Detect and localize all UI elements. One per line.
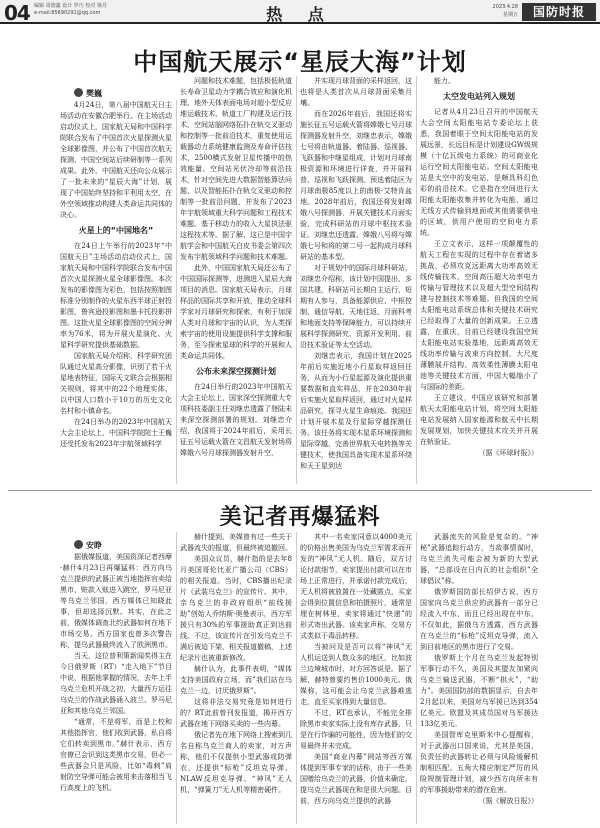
paragraph: 在24日上午举行的2023年“中国航天日”主场活动启动仪式上，国家航天局和中国科学院联合发布中国首次火星探测火星全球影像图。本次发布的影像图为彩色，包括按照制图标准分别制作的火星东西半球正射投影图，鲁宾逊投影图和墨卡托投影拼图。这批火星全球影像图的空间分辨率为76米，将为开展火星演化、火星科学研究提供基础数据。 (60, 242, 172, 349)
paragraph: 王立建议，中国应该研究和部署航天太阳能电站计划，将空间太阳能电站发展纳入国家能源和航天中长期发展规划，加快关键技术攻关并开展在轨验证。 (420, 394, 538, 446)
column-divider (296, 76, 297, 484)
paragraph: 而在2026年前后，我国还将实施长征五号运载火箭将嫦娥七号月球探测器发射升空，刘继忠表示，嫦娥七号将由轨道器、着陆器、巡视器、飞跃器和中继星组成，计划对月球南极资源和环境进行详查，并开展科普、巡视和飞跃探测。预选着陆区为月球南极85度以上的南极-艾特肯盆地。2028年前后，我国还将发射嫦娥八号探测器，开展关键技术月面实验，完成科研站的月球中枢技术验证。刘继忠还透露，嫦娥八号将与嫦娥七号和将的第二号一起构成月球科研站的基本型。 (300, 110, 412, 261)
article2-headline: 美记者再爆猛料 (219, 505, 381, 530)
paragraph: 俄罗斯国防部长绍伊古说，西方国家向乌克兰供应的武器有一部分已经流入中东，而且已经出现在中东，不仅如此，据俄乌方透露，西方武器在乌克兰的“标枪”反坦克导弹，流入到目前地区的黑市进行了交易。 (420, 588, 538, 651)
paragraph: 记者从4月23日召开的中国航天大会空间太阳能电站专委论坛上获悉，我国着眼于空间太阳能电站的发展远景，长远目标是计划建设GW级规模（十亿瓦级电力系统）的可商业化运行空间太阳能电站。空间太阳能电站是太空中的发电站，是颇具科幻色彩的前沿技术。它是指在空间进行太阳能太阳能收集并转化为电能，通过无线方式传输到地面或其他需要供电的区域，供用户使用的空间电力系统。 (420, 108, 538, 237)
article1-column-1 (60, 100, 172, 484)
article2-column-3 (300, 532, 412, 824)
paragraph: 这将非法交易究竟是如何进行的？RT此前曾刊发报道，揭开西方武器在地下网络买卖的一些内幕。 (180, 698, 292, 728)
paragraph: 并实现月球背面的采样返回，这也将是人类首次从月球背面采集月壤。 (300, 77, 412, 107)
editor-line: 编辑 周德鑫 设计 罗巧 校对 梁丹 (34, 3, 107, 9)
author-bullet-icon (74, 88, 83, 97)
paragraph: 4月24日，第八届中国航天日主场活动在安徽合肥举行。在主场活动启动仪式上，国家航天局和中国科学院联合发布了中国首次火星探测火星全球影像图，并公布了中国首次航天探测、中国空间站后续研制等一系列成果。此外，中国航天还向公众展示了一批未来的“星辰大海”计划，展现了中国始终坚持和平利用太空，在外空领域推动构建人类命运共同体的决心。 (60, 101, 172, 219)
paragraph: 当天，这位普利策新闻奖得主在今日俄罗斯（RT）“走入地下”节目中说，根据他掌握的情况，去年上半乌克兰危机开战之初，大量西方运往乌克兰的作战武器涌入波兰、罗马尼亚和其他乌克兰邻国。 (60, 652, 172, 715)
article1-column-4 (420, 76, 538, 484)
paragraph: 在24日举办的2023年中国航天大会主论坛上，中国科学院院士王巍还受托发布2023年宇航领域科学 (60, 418, 172, 448)
subheading: 公布未来深空探测计划 (196, 367, 276, 376)
article2-column-4 (420, 532, 538, 824)
column-divider (416, 532, 417, 824)
paragraph: 刘继忠表示，我国计划在2025年前后实施近地小行星取样返回任务，从而为小行星起源及演化提供重要数据和直实样品，并在2030年前后实施火星取样返回，通过对火星样品研究，探寻火星生命痕迹。我国还计划开展木星及行星际穿越探测任务。该任务将实现木星系环境探测和星际穿越，完善世界航天电转换等关键技术，使我国具备实现木星系环绕和天王星到达 (300, 352, 412, 470)
paragraph: “通常，不是将军，而是上校和其他指挥官，他们收到武器，私自将它们转卖到黑市。”赫什表示，西方官僚已会识到这类黑市交易，但必一些武器会只是风险，比如“毒刺”肩射防空导弹可能会被用来击落相当飞行高度上的飞机。 (60, 718, 172, 792)
paragraph: 问题和技术难题，包括极低轨道长寿命卫星动力学耦合效应和演化机理、地外天体表面电场对超小型反应堆运载技术、轨道工厂构建及运行技术、空间站脑网络拓扑在轨交叉驱动和控制等一批前沿技术，重复使用运载器动力系统健康监测及寿命评估技术，2500横式发射卫星传播中的热效能量、空间站光伏冷却等前沿技术，针对空间先进大数据智能算法问题，以及智能拓扑在轨交叉驱动和控制等一批前沿问题，并发布了2023年宇航领域重大科学问题和工程技术难题。基于移动力的收入大星执法驱这程技术等。据了解，这已是中国宇航学会和中国航天白皮书委会第四次发布宇航领域科学问题和技术难题。 (180, 77, 292, 261)
paragraph: 俄罗斯上个月在乌克兰发起特别军事行动不久，美国及其盟友加紧向乌克兰输送武器，不断“拱火”，“助力”。美国国防部的数据显示，自去年2月起以来，美国对乌军援已达到354亿美元。欧盟及其成员国对乌军援达133亿美元。 (420, 654, 538, 728)
column-divider (296, 532, 297, 824)
article1-headline: 中国航天展示“星辰大海”计划 (133, 48, 467, 76)
paragraph: 此外，中国国家航天局还公布了中国国际探测等，进测进入星辰大海项目的消息。国家航天局表示，月球样品的国际共享和开放，推动全球科学家对月球研究和探索，有利于加深人类对月球和宇宙的认识，为人类探索宇宙的使用设施提供科学支撑和服务，至今探索星球的科学的开展和人类命运共同体。 (180, 264, 292, 360)
paragraph: 赫什提到，美媒曾有过一些关于武器流失的报道，但最终被追撤回。 (180, 533, 292, 552)
article1-author-name: 樊巍 (86, 89, 102, 98)
article2-column-1 (60, 552, 172, 824)
paragraph: 赫什认为，此事件表明，“媒体支持美国政府立场，而”我们站在乌克兰一边，讨厌俄罗斯”。 (180, 665, 292, 695)
article1-column-2 (180, 76, 292, 484)
paper-logo: 国防时报 (522, 3, 596, 21)
editor-email: e-mail:85690291@qq.com (34, 10, 101, 16)
column-divider (176, 100, 177, 484)
date-text: 2023.4.28 (492, 4, 518, 10)
page-number: 04 (4, 1, 30, 25)
article2-author-name: 安睁 (86, 541, 102, 550)
paragraph: 当被问及是否可以将“神风”无人机运送到人数众多的地区，比如波兰边境城市时，对方回答说是。据了解，赫特曾要约售价1000美元。俄媒称，这可能会让乌克兰武器难逃走，直至买家得到大量信息。 (300, 643, 412, 706)
column-divider (416, 76, 417, 484)
article2-author (74, 540, 102, 551)
subheading: 火星上的“中国地名” (78, 226, 154, 235)
paragraph: 在24日举行的2023年中国航天大会主论坛上，国家深空探测重大专项科技委副主任刘继忠透露了登陆未来深空探测部署的规划。刘继忠介绍，我国将于2024年前后，采用长征五号运载火箭在文昌航天发射场将嫦娥六号月球探测器发射升空， (180, 383, 292, 457)
paragraph: 美国智库克里斯米中心提醒称，对于武器出口国来说，尤其是美国，负责任的武器转让必须与风险缓解机制相匹配。五角大楼应制定严厉的风险规制管理计划，减少西方向所未有的军事援助带来的潜在危害。 (420, 731, 538, 794)
article1-column-3 (300, 76, 412, 484)
paragraph: 王立文表示，这样一项颠覆性的航天工程在实现的过程中存在着诸多挑战，必须攻克远距离大功率高效无线传输技术，空间高压超大功率电力传输与管理技术以及超大型空间结构建与控制技术等难题。但我国的空间太阳能电站系统总体和关键技术研究已经取得了大量的创新成果。王立透露，在重庆，目前已经建设我国空间太阳能电站实验基地，远距离高效无线功率传输与波束方向控制、大尺度薄膜展开结构、高效柔性薄膜太阳电池等关键技术方面，中国大幅缩小了与国际的差距。 (420, 240, 538, 391)
author-bullet-icon (74, 540, 83, 549)
paragraph: 对于规划中的国际月球科研站，刘继忠介绍称，该计划中国提出，多国共建，科研站可长期自主运行，短期有人参与，具备能源供应、中枢控制、通信导航、天地往返、月面科考和地面支持等保障能力，可以持续开展科学探测研究、资源开发利用、前沿技术验证等太空活动。 (300, 264, 412, 349)
weekday-text: 星期五 (502, 12, 518, 18)
paragraph: 国家航天局介绍称，科学研究团队通过火星高分影像，识别了若干火星地表特征，国际天文联合会根据相关规则，将其中的22个地理实体，以中国人口数小于10万的历史文化名村和小镇命名。 (60, 352, 172, 415)
source-credit: （据《解放日报》） (478, 797, 538, 805)
paragraph: 其中一名卖家同意以4000美元的价格出售美国为乌克兰军需求而开发的“神风”无人机。随后，双方讨论付款细节，卖家提出付款可以在市场上正常进行，并承诺付款完成后，无人机将被放置在一处藏匿点，买家会得到位置信息和拍摄照片，通常是埋在树林里，卖家将通过“快递”的形式寄出武器。该卖家声称，交易方式类似于毒品转移。 (300, 533, 412, 640)
paragraph: 不过，RT也承认，不能完全排除黑市卖家实际上没有库存武器，只是在行诈骗的可能性，因为他们的交易最终并未完成。 (300, 709, 412, 750)
paragraph: 美国众议员，赫什指的是去年8月美国哥伦比亚广播公司（CBS）的相关报道。当时，CBS播出纪录片《武装乌克兰》的宣传片。其中，亲乌克兰的非政府组织“前线援助”创始人乔纳斯·奥曼表示，西方军援只有30%的军事援助真正到达前线。不过，该宣传片在引发乌克兰不满后被迫下架，相关报道撤稿，上述纪录片也被重新修改。 (180, 555, 292, 662)
paragraph: 据俄媒报道，美国资深记者西摩·赫什4月23日再爆猛料：西方向乌克兰提供的武器正被当地指挥官卖给黑市，赃款入账进入跳空，罗马尼亚等乌克兰邻国，西方媒体已知晓此事，但却选择沉默。其实，在此之前，俄媒体调查北约武器如何在地下市场交易。西方国家也曾多次警告称，提乌武器最终流入了欧洲黑市。 (60, 553, 172, 649)
subheading: 太空发电站列入规划 (443, 92, 515, 101)
source-credit: （据《环球时报》） (478, 449, 538, 457)
paragraph: 能力。 (434, 77, 455, 85)
section-title: 热 点 (266, 5, 334, 24)
paragraph: 美国“商业内幕”网站等西方媒体提到军事专家的话称，由于一些美国赠给乌克兰的武器，价值未确定，提乌克兰武器现在和是很大问题。目前，西方向乌克兰提供的武器 (300, 753, 412, 805)
issue-date (466, 3, 518, 19)
section-divider (8, 490, 592, 491)
paragraph: 武器流失的风险是复杂的。“神秘”武器追踪行动方，当敌事情谋时，乌克兰流失可能会被为新的大型武器，“总部设在日内瓦的社会组织”全球倡议”称。 (420, 533, 538, 585)
masthead (0, 0, 600, 24)
article2-column-2 (180, 532, 292, 824)
article1-author (74, 88, 102, 99)
paragraph: 俄记者先在地下网络上搜索到几名自称乌克兰商人的卖家，对方声称，他们不仅提供小型武器或防弹衣，还提供“标枪”反坦克导弹、NLAW反坦克导弹、“神风”无人机、“弹簧刀”无人机等精密硬件。 (180, 731, 292, 794)
column-divider (176, 532, 177, 824)
